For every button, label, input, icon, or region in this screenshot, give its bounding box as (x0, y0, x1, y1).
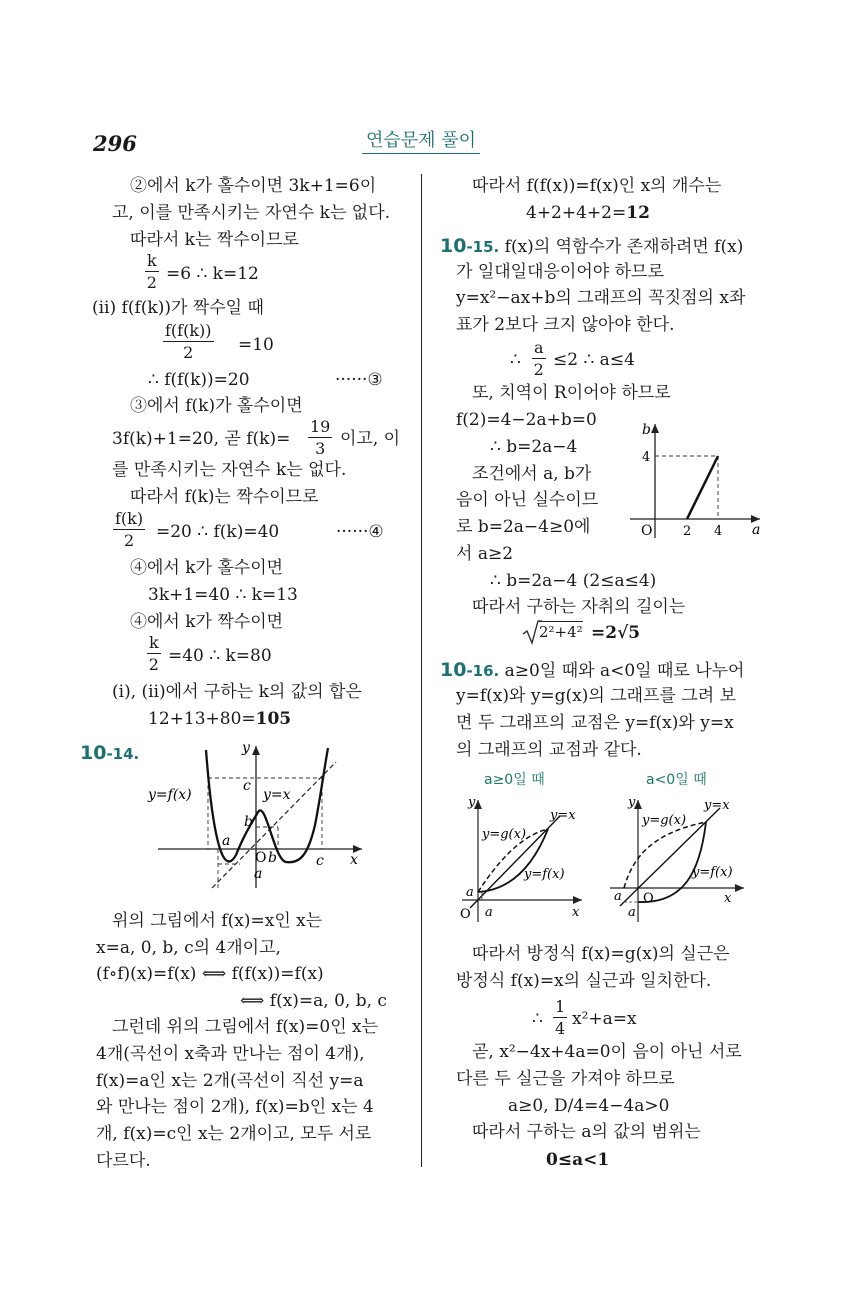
sum-line: 12+13+80=105 (148, 709, 292, 729)
text-line: ④에서 k가 홀수이면 (130, 558, 284, 578)
text-line: (f∘f)(x)=f(x) ⟺ f(f(x))=f(x) (96, 964, 324, 984)
problem-15-first-line: 10-15. f(x)의 역함수가 존재하려면 f(x) (440, 235, 744, 257)
y-axis-label: y (242, 740, 250, 756)
case2-title: a<0일 때 (646, 772, 707, 788)
tick-2: 2 (683, 524, 692, 539)
c-axis-label: c (316, 853, 324, 869)
f-label: y=f(x) (692, 865, 733, 880)
text-line: 로 b=2a−4≥0에 (456, 517, 591, 537)
problem-label-10-14: 10-14. (80, 742, 140, 764)
fraction-fk-over-2: $\frac{f(k)}{2}$ (115, 509, 144, 550)
origin-label: O (255, 850, 267, 866)
text-line: 와 만나는 점이 2개), f(x)=b인 x는 4 (96, 1097, 374, 1117)
page-title: 연습문제 풀이 (362, 132, 480, 154)
column-divider (421, 174, 422, 1167)
page-number: 296 (93, 131, 137, 156)
text-line: 다른 두 실근을 가져야 하므로 (456, 1069, 675, 1089)
x-axis-label: x (724, 891, 732, 906)
fraction-a-over-2: $\frac{a}{2}$ (533, 338, 544, 379)
text-line: 따라서 f(f(x))=f(x)인 x의 개수는 (472, 176, 722, 196)
text-line: 를 만족시키는 자연수 k는 없다. (112, 460, 347, 480)
text-line: 위의 그림에서 f(x)=x인 x는 (112, 911, 323, 931)
a-below-label: a (628, 905, 636, 920)
therefore: ∴ (510, 350, 521, 370)
fraction-k-over-2-b: $\frac{k}{2}$ (148, 633, 159, 674)
graph-10-16-case1 (452, 792, 592, 927)
text-line: y=x²−ax+b의 그래프의 꼭짓점의 x좌 (456, 288, 746, 308)
text-line: (ⅱ) f(f(k))가 짝수일 때 (92, 298, 264, 318)
f-curve-label: y=f(x) (148, 787, 192, 803)
text-line: 고, 이를 만족시키는 자연수 k는 없다. (112, 203, 391, 223)
text-line: 따라서 방정식 f(x)=g(x)의 실근은 (472, 944, 730, 964)
case1-title: a≥0일 때 (484, 772, 545, 788)
c-top-label: c (243, 778, 251, 794)
text-line: ∴ f(f(k))=20 (148, 370, 250, 390)
text-line: 따라서 k는 짝수이므로 (130, 230, 299, 250)
b-axis-label: b (268, 850, 277, 866)
text-line: =10 (238, 335, 274, 355)
text-line: 4개(곡선이 x축과 만나는 점이 4개), (96, 1044, 365, 1064)
line-label: y=x (704, 798, 730, 813)
x-axis-label: x (350, 852, 358, 868)
fraction-19-over-3: $\frac{19}{3}$ (310, 417, 331, 458)
text-line: =20 ∴ f(k)=40 (156, 522, 280, 542)
text-line: 이고, 이 (340, 429, 401, 449)
line-label: y=x (550, 808, 576, 823)
text-line: 따라서 f(k)는 짝수이므로 (130, 487, 319, 507)
origin-label: O (641, 523, 653, 539)
a-left-label: a (466, 885, 474, 900)
g-label: y=g(x) (482, 827, 527, 842)
text-line: 곧, x²−4x+4a=0이 음이 아닌 서로 (472, 1042, 742, 1062)
fraction-1-over-4: $\frac{1}{4}$ (555, 997, 566, 1038)
text-line: =40 ∴ k=80 (168, 646, 272, 666)
therefore: ∴ (532, 1009, 543, 1029)
a-left-label: a (222, 833, 231, 849)
text-line: 방정식 f(x)=x의 실근과 일치한다. (456, 971, 712, 991)
text-line: ④에서 k가 짝수이면 (130, 612, 284, 632)
text-line: x²+a=x (572, 1009, 637, 1029)
text-line: 의 그래프의 교점과 같다. (456, 740, 642, 760)
text-line: ∴ b=2a−4 (490, 437, 578, 457)
tick-4-x: 4 (714, 524, 723, 539)
a-below-label: a (254, 866, 263, 882)
text-line: a≥0, D/4=4−4a>0 (508, 1096, 670, 1116)
x-axis-label: x (572, 905, 580, 920)
text-line: ∴ b=2a−4 (2≤a≤4) (490, 571, 657, 591)
problem-16-first-line: 10-16. a≥0일 때와 a<0일 때로 나누어 (440, 659, 745, 681)
text-line: 음이 아닌 실수이므 (456, 490, 599, 510)
origin-label: O (460, 907, 471, 922)
b-axis-label: b (642, 422, 651, 438)
count-line: 4+2+4+2=12 (526, 203, 650, 223)
origin-label: O (643, 891, 654, 906)
graph-10-14 (140, 740, 370, 895)
g-label: y=g(x) (642, 813, 687, 828)
text-line: 따라서 구하는 a의 값의 범위는 (472, 1122, 701, 1142)
text-line: 따라서 구하는 자취의 길이는 (472, 597, 686, 617)
text-line: 3f(k)+1=20, 곧 f(k)= (112, 429, 291, 449)
tick-4-y: 4 (642, 450, 651, 465)
fraction-k-over-2: $\frac{k}{2}$ (146, 251, 157, 292)
text-line: ⟺ f(x)=a, 0, b, c (240, 991, 387, 1011)
f-label: y=f(x) (524, 867, 565, 882)
text-line: 조건에서 a, b가 (472, 464, 592, 484)
text-line: (ⅰ), (ⅱ)에서 구하는 k의 값의 합은 (112, 682, 362, 702)
text-line: y=f(x)와 y=g(x)의 그래프를 그려 보 (456, 686, 736, 706)
text-line: 또, 치역이 R이어야 하므로 (472, 383, 671, 403)
text-line: 면 두 그래프의 교점은 y=f(x)와 y=x (456, 713, 734, 733)
graph-10-15 (628, 418, 768, 540)
text-line: 가 일대일대응이어야 하므로 (456, 262, 664, 282)
a-axis-label: a (752, 522, 761, 538)
sqrt-radicand: 2²+4² (539, 623, 583, 641)
result-2-sqrt5: =2√5 (591, 623, 641, 643)
text-line: 그런데 위의 그림에서 f(x)=0인 x는 (112, 1017, 379, 1037)
line-label: y=x (263, 787, 291, 803)
text-line: f(2)=4−2a+b=0 (456, 410, 597, 430)
y-axis-label: y (468, 795, 476, 810)
text-line: f(x)=a인 x는 2개(곡선이 직선 y=a (96, 1071, 364, 1091)
fraction-ffk-over-2: $\frac{f(f(k))}{2}$ (165, 321, 212, 362)
tag-4: ······④ (336, 522, 384, 542)
text-line: =6 ∴ k=12 (166, 264, 259, 284)
text-line: ②에서 k가 홀수이면 3k+1=6이 (130, 176, 377, 196)
final-answer: 0≤a<1 (546, 1150, 610, 1170)
a-left-label: a (614, 889, 622, 904)
text-line: 표가 2보다 크지 않아야 한다. (456, 315, 675, 335)
text-line: x=a, 0, b, c의 4개이고, (96, 938, 281, 958)
text-line: 서 a≥2 (456, 544, 514, 564)
text-line: 다르다. (96, 1151, 151, 1171)
graph-10-16-case2 (606, 792, 756, 927)
text-line: 개, f(x)=c인 x는 2개이고, 모두 서로 (96, 1124, 372, 1144)
y-axis-label: y (628, 795, 636, 810)
text-line: 3k+1=40 ∴ k=13 (148, 585, 298, 605)
tag-3: ······③ (335, 370, 383, 390)
a-axis-label: a (485, 905, 493, 920)
b-mid-label: b (244, 814, 253, 830)
text-line: ≤2 ∴ a≤4 (553, 350, 635, 370)
text-line: ③에서 f(k)가 홀수이면 (130, 396, 303, 416)
